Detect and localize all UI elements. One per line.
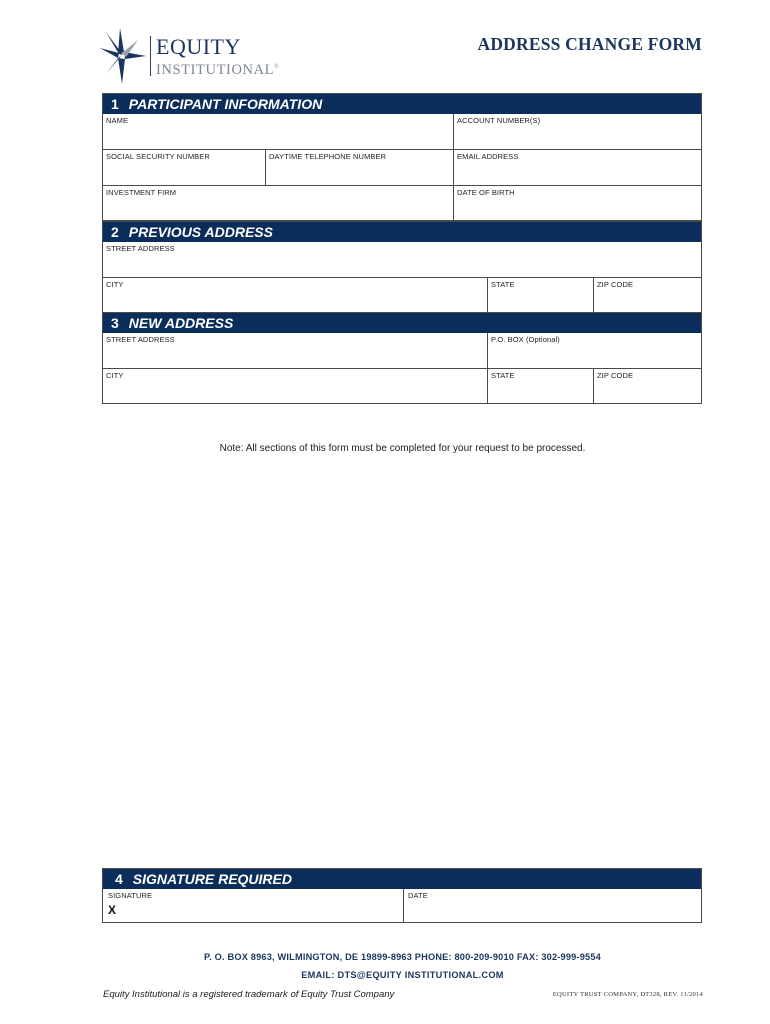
completion-note: Note: All sections of this form must be completed for your request to be processed. [219,443,586,454]
field-label: DATE [408,891,428,900]
section-header [103,94,701,114]
field-label: DAYTIME TELEPHONE NUMBER [269,152,387,161]
section-title: NEW ADDRESS [128,315,234,331]
investment-firm-field[interactable] [103,186,453,220]
logo-name-top: EQUITY [156,34,241,59]
field-label: STATE [491,280,515,289]
section-header [103,313,701,333]
field-label: P.O. BOX (Optional) [491,335,560,344]
field-label: ACCOUNT NUMBER(S) [457,116,541,125]
section-new-address [102,312,702,404]
section-title: PREVIOUS ADDRESS [128,224,273,240]
account-numbers-field[interactable] [453,114,701,149]
signature-date-field[interactable] [403,889,701,922]
field-label: EMAIL ADDRESS [457,152,519,161]
section-header [103,869,701,889]
field-label: SIGNATURE [108,891,153,900]
compass-star-icon [98,26,148,86]
revision-code: EQUITY TRUST COMPANY, DT328, REV. 11/2014 [552,991,703,998]
new-city-field[interactable] [103,369,487,403]
section-number: 4 [115,871,123,887]
field-label: ZIP CODE [597,280,634,289]
equity-institutional-logo [98,26,280,90]
field-label: CITY [106,371,124,380]
field-label: STATE [491,371,515,380]
section-signature-required [102,868,702,923]
field-label: SOCIAL SECURITY NUMBER [106,152,210,161]
field-label: INVESTMENT FIRM [106,188,177,197]
previous-street-field[interactable] [103,242,701,277]
section-title: SIGNATURE REQUIRED [132,871,292,887]
field-label: CITY [106,280,124,289]
section-number: 3 [111,315,119,331]
previous-zip-field[interactable] [593,278,701,312]
field-label: NAME [106,116,129,125]
section-number: 2 [111,224,119,240]
field-label: DATE OF BIRTH [457,188,515,197]
email-address-field[interactable] [453,150,701,185]
signature-x-mark: X [108,903,117,917]
previous-city-field[interactable] [103,278,487,312]
field-label: STREET ADDRESS [106,335,175,344]
logo-name-bottom: INSTITUTIONAL® [156,62,280,78]
signature-field[interactable] [103,889,403,922]
daytime-phone-field[interactable] [265,150,453,185]
logo-divider [150,36,151,76]
new-zip-field[interactable] [593,369,701,403]
date-of-birth-field[interactable] [453,186,701,220]
form-title: ADDRESS CHANGE FORM [477,34,702,54]
previous-state-field[interactable] [487,278,593,312]
name-field[interactable] [103,114,453,149]
ssn-field[interactable] [103,150,265,185]
section-title: PARTICIPANT INFORMATION [128,96,323,112]
new-state-field[interactable] [487,369,593,403]
po-box-field[interactable] [487,333,701,368]
field-label: STREET ADDRESS [106,244,175,253]
footer-address-line: P. O. BOX 8963, WILMINGTON, DE 19899-8963 PHONE: 800-209-9010 FAX: 302-999-9554 [204,952,601,962]
new-street-field[interactable] [103,333,487,368]
section-participant-information [102,93,702,221]
section-previous-address [102,221,702,313]
trademark-notice: Equity Institutional is a registered trademark of Equity Trust Company [103,989,395,1000]
field-label: ZIP CODE [597,371,634,380]
section-header [103,222,701,242]
footer-email-line: EMAIL: DTS@EQUITY INSTITUTIONAL.COM [301,970,504,980]
section-number: 1 [111,96,119,112]
